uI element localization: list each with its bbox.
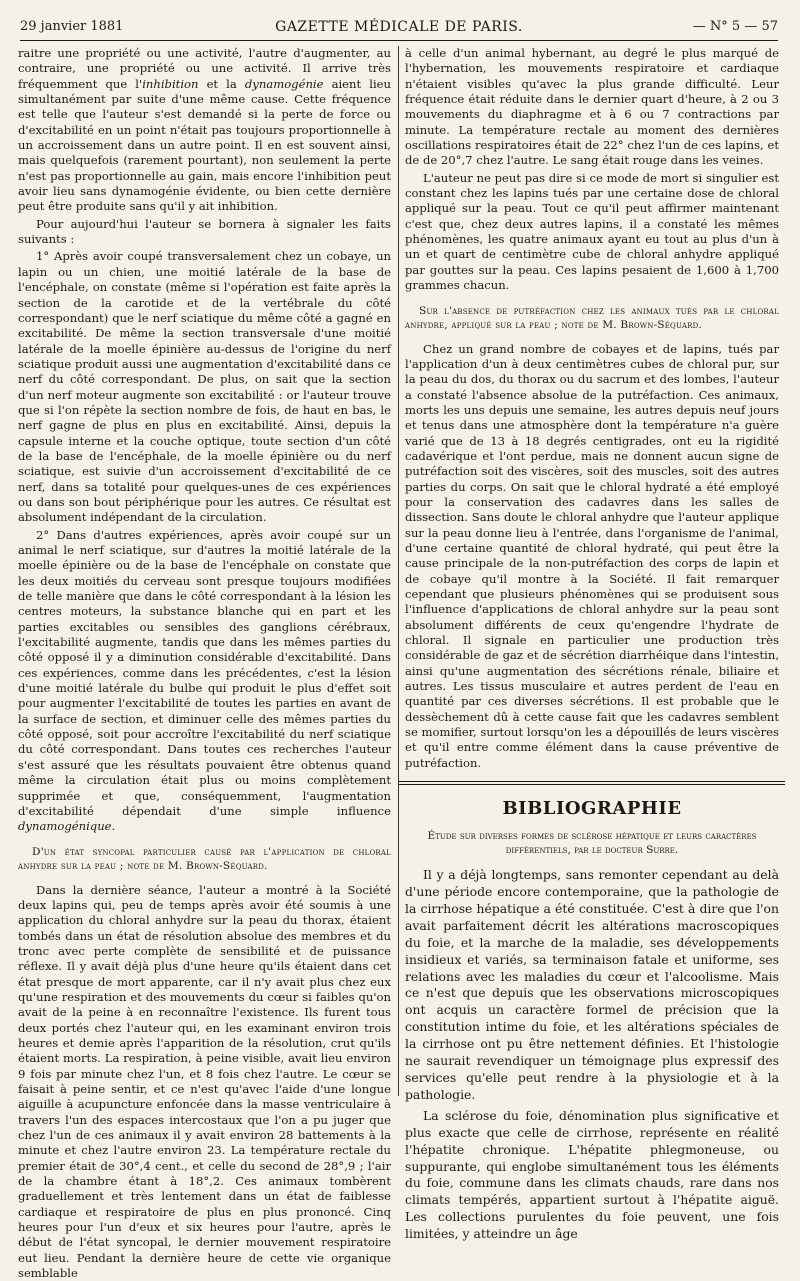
paragraph: Chez un grand nombre de cobayes et de lapins, tués par l'application d'un à deux centimètres cubes de chloral pur, sur la peau du dos, du thorax ou du sacrum et des lombes, l'auteur a constaté l'absence absolue de la putréfaction. Ces animaux, morts les uns depuis une semaine, les autres depuis neuf jours et tenus dans une atmosphère dont la température n'a guère varié que de 13 à 18 degrés centigrades, ont eu la rigidité cadavérique et l'ont perdue, mais ne donnent aucun signe de putréfaction soit des viscères, soit des muscles, soit des autres parties du corps. On sait que le chloral hydraté a été employé pour la conservation des cadavres dans les salles de dissection. Sans doute le chloral anhydre que l'auteur applique sur la peau donne lieu à l'entrée, dans l'organisme de l'animal, d'une certaine quantité de chloral hydraté, qui peut être la cause principale de la non-putréfaction des corps de lapin et de cobaye qu'il montre à la Société. Il fait remarquer cependant que plusieurs phénomènes qui se produisent sous l'influence d'applications de chloral anhydre sur la peau sont absolument différents de ceux qu'engendre l'hydrate de chloral. Il signale en particulier une production très considérable de gaz et de sécrétion diarrhéique dans l'intestin, ainsi qu'une augmentation des sécrétions rénale, biliaire et autres. Les tissus musculaire et autres perdent de l'eau en quantité par ces diverses sécrétions. Il est probable que le dessèchement dû à cette cause fait que les cadavres semblent se momifier, surtout lorsqu'on les a dépouillés de leurs viscères et qu'il entre comme élément dans la cause préventive de putréfaction. (405, 341, 779, 770)
paragraph: 1° Après avoir coupé transversalement chez un cobaye, un lapin ou un chien, une moitié latérale de la base de l'encéphale, on constate (même si l'opération est faite après la section de la carotide et de la vertébrale du côté correspondant) que le nerf sciatique du même côté a gagné en excitabilité. De même la section transversale d'une moitié latérale de la moelle épinière au-dessus de l'origine du nerf sciatique produit aussi une augmentation d'excitabilité dans ce nerf du côté correspondant. De plus, on sait que la section d'un nerf moteur augmente son excitabilité : or l'auteur trouve que si l'on répète la section nombre de fois, de haut en bas, le nerf gagne de plus en plus en excitabilité. Ainsi, depuis la capsule interne et la couche optique, toute section d'un côté de la base de l'encéphale, de la moelle épinière ou du nerf sciatique, est suivie d'un accroissement d'excitabilité de ce nerf, dans sa totalité pour quelques-unes de ces expériences ou dans son bout périphérique pour les autres. Ce résultat est absolument indépendant de la circulation. (18, 249, 391, 525)
paragraph: Dans la dernière séance, l'auteur a montré à la Société deux lapins qui, peu de temps après avoir été soumis à une application du chloral anhydre sur la peau du thorax, étaient tombés dans un état de résolution absolue des membres et du tronc avec perte complète de sensibilité et de puissance réflexe. Il y avait déjà plus d'une heure qu'ils étaient dans cet état presque de mort apparente, car il n'y avait plus chez eux qu'une respiration et des mouvements du cœur si faibles qu'on avait de la peine à en reconnaître l'existence. Ils furent tous deux portés chez l'auteur qui, en les examinant environ trois heures et demie après l'apparition de la résolution, crut qu'ils étaient morts. La respiration, à peine visible, avait lieu environ 9 fois par minute chez l'un, et 8 fois chez l'autre. Le cœur se faisait à peine sentir, et ce n'est qu'avec l'aide d'une longue aiguille à acupuncture enfoncée dans la masse ventriculaire à travers l'un des espaces intercostaux que l'on a pu juger que chez l'un de ces animaux il y avait environ 28 battements à la minute et chez l'autre environ 23. La température rectale du premier était de 30°,4 cent., et celle du second de 28°,9 ; l'air de la chambre étant à 18°,2. Ces animaux tombèrent graduellement et très lentement dans un état de faiblesse cardiaque et respiratoire de plus en plus prononcé. Cinq heures pour l'un d'eux et six heures pour l'autre, après le début de l'état syncopal, le dernier mouvement respiratoire eut lieu. Pendant la dernière heure de cette vie organique semblable (18, 882, 391, 1281)
paragraph: à celle d'un animal hybernant, au degré le plus marqué de l'hybernation, les mouvements respiratoire et cardiaque n'étaient visibles qu'avec la plus grande difficulté. Leur fréquence était réduite dans le dernier quart d'heure, à 2 ou 3 mouvements du diaphragme et à 6 ou 7 contractions par minute. La température rectale au moment des dernières oscillations respiratoires était de 22° chez l'un de ces lapins, et de de 20°,7 chez l'autre. Le sang était rouge dans les veines. (405, 46, 779, 168)
paragraph: raitre une propriété ou une activité, l'autre d'augmenter, au contraire, une propriété ou une activité. Il arrive très fréquemment que l'inhibition et la dynamogénie aient lieu simultanément par suite d'une même cause. Cette fréquence est telle que l'auteur s'est demandé si la perte de force ou d'excitabilité en un point n'était pas toujours proportionnelle à un accroissement dans un autre point. Il en est souvent ainsi, mais quelquefois (rarement pourtant), non seulement la perte n'est pas proportionnelle au gain, mais encore l'inhibition peut avoir lieu sans dynamogénie évidente, ou bien cette dernière peut être produite sans qu'il y ait inhibition. (18, 46, 391, 214)
bibliography-heading: BIBLIOGRAPHIE (502, 798, 682, 820)
paragraph: 2° Dans d'autres expériences, après avoir coupé sur un animal le nerf sciatique, sur d'autres la moitié latérale de la moelle épinière ou de la base de l'encéphale on constate que les deux moitiés du cerveau sont presque toujours modifiées de telle manière que dans le côté correspondant à la lésion les centres moteurs, la substance blanche qui en part et les parties excitables ou sensibles des ganglions cérébraux, l'excitabilité augmente, tandis que dans les mêmes parties du côté opposé il y a diminution considérable d'excitabilité. Dans ces expériences, comme dans les précédentes, c'est la lésion d'une moitié latérale du bulbe qui produit le plus d'effet soit pour augmenter l'excitabilité de toutes les parties en avant de la surface de section, et diminuer celle des mêmes parties du côté opposé, soit pour accroître l'excitabilité du nerf sciatique du côté correspondant. Dans toutes ces recherches l'auteur s'est assuré que les résultats pouvaient être obtenus quand même la circulation était plus ou moins complètement supprimée et que, conséquemment, l'augmentation d'excitabilité dépendait d'une simple influence dynamogénique. (18, 527, 391, 834)
paragraph: L'auteur ne peut pas dire si ce mode de mort si singulier est constant chez les lapins tués par une certaine dose de chloral appliqué sur la peau. Tout ce qu'il peut affirmer maintenant c'est que, chez deux autres lapins, il a constaté les mêmes phénomènes, les quatre animaux ayant eu tout au plus d'un à un et quart de centimètre cube de chloral anhydre appliqué par gouttes sur la peau. Ces lapins pesaient de 1,600 à 1,700 grammes chacun. (405, 170, 779, 293)
header-date: 29 janvier 1881 (20, 19, 124, 34)
book-title: Étude sur diverses formes de sclérose hépatique et leurs caractères différentiels, par le docteur Surre. (427, 830, 757, 857)
column-divider (398, 46, 399, 1096)
emphasis: dynamogénique (18, 819, 112, 834)
journal-title: GAZETTE MÉDICALE DE PARIS. (275, 19, 523, 35)
emphasis: dynamogénie (244, 76, 324, 91)
section-separator (399, 781, 785, 785)
left-column (18, 46, 391, 1281)
paragraph: La sclérose du foie, dénomination plus significative et plus exacte que celle de cirrhose, représente en réalité l'hépatite chronique. L'hépatite phlegmoneuse, ou suppurante, qui englobe simultanément tous les éléments du foie, commune dans les climats chauds, rare dans nos climats tempérés, appartient surtout à l'hépatite aiguë. Les collections purulentes du foie peuvent, une fois limitées, y atteindre un âge (405, 1107, 779, 1242)
article-title: Sur l'absence de putréfaction chez les animaux tués par le chloral anhydre, appliqué sur la peau ; note de M. Brown-Séquard. (405, 304, 779, 331)
review-body (405, 867, 779, 1243)
page-number: — N° 5 — 57 (692, 19, 778, 34)
paragraph: Pour aujourd'hui l'auteur se bornera à signaler les faits suivants : (18, 216, 391, 247)
article-title: D'un état syncopal particulier causé par l'application de chloral anhydre sur la peau ; note de M. Brown-Séquard. (18, 845, 391, 872)
page-header (20, 16, 778, 41)
right-column (405, 46, 779, 1242)
paragraph: Il y a déjà longtemps, sans remonter cependant au delà d'une période encore contemporaine, que la pathologie de la cirrhose hépatique a été constituée. C'est à dire que l'on avait parfaitement décrit les altérations macroscopiques du foie, et la marche de la maladie, ses développements insidieux et variés, sa terminaison fatale et uniforme, ses relations avec les maladies du cœur et l'alcoolisme. Mais ce n'est que depuis que les observations microscopiques ont acquis un caractère formel de précision que la constitution intime du foie, et les altérations spéciales de la cirrhose ont pu être nettement définies. Et l'histologie ne saurait revendiquer un témoignage plus expressif des services qu'elle peut rendre à la physiologie et à la pathologie. (405, 867, 779, 1102)
emphasis: inhibition (142, 76, 199, 91)
